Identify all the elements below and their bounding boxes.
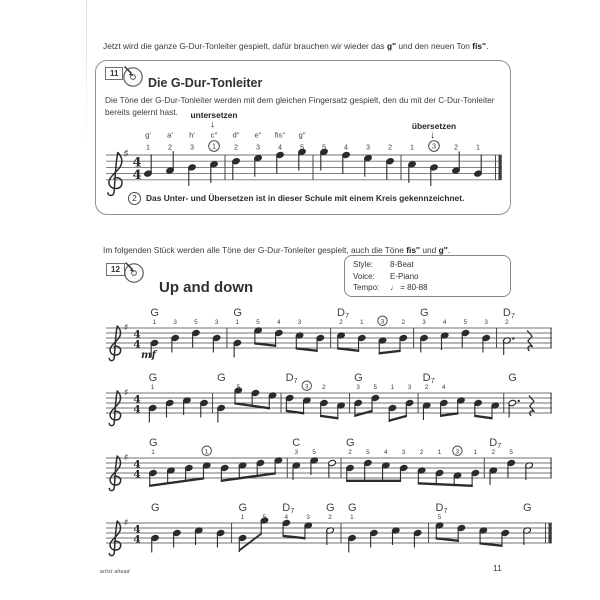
svg-text:1: 1 bbox=[390, 384, 395, 392]
svg-text:1: 1 bbox=[152, 319, 157, 327]
svg-text:4: 4 bbox=[277, 319, 281, 327]
svg-text:1: 1 bbox=[151, 449, 155, 457]
svg-text:5: 5 bbox=[312, 449, 316, 457]
svg-text:5: 5 bbox=[463, 319, 468, 327]
svg-text:5: 5 bbox=[437, 514, 442, 522]
svg-text:2: 2 bbox=[454, 142, 458, 152]
track-number-badge-12: 12 bbox=[106, 263, 125, 276]
tempo-value: ♩ = 80-88 bbox=[390, 283, 428, 292]
song-system-4 bbox=[100, 497, 558, 561]
svg-text:G: G bbox=[217, 372, 226, 384]
svg-text:G: G bbox=[233, 307, 242, 319]
svg-text:2: 2 bbox=[424, 384, 429, 392]
svg-text:2: 2 bbox=[491, 449, 495, 457]
svg-text:3: 3 bbox=[407, 384, 412, 392]
tempo-label: Tempo: bbox=[353, 283, 380, 292]
svg-text:♯: ♯ bbox=[123, 517, 129, 529]
song-system-2 bbox=[100, 367, 558, 431]
between-mid: und bbox=[420, 245, 439, 256]
svg-text:2: 2 bbox=[322, 384, 326, 392]
svg-text:4: 4 bbox=[133, 393, 141, 406]
svg-text:D7: D7 bbox=[435, 502, 448, 515]
svg-text:D7: D7 bbox=[285, 372, 298, 385]
svg-text:3: 3 bbox=[297, 319, 302, 327]
svg-text:2: 2 bbox=[339, 319, 343, 327]
svg-text:5: 5 bbox=[262, 514, 267, 522]
svg-text:4: 4 bbox=[278, 142, 282, 152]
svg-text:3: 3 bbox=[306, 514, 310, 522]
svg-text:5: 5 bbox=[509, 449, 513, 457]
between-text bbox=[103, 245, 509, 255]
footnote-text: Das Unter- und Übersetzen ist in dieser Schule mit einem Kreis gekennzeichnet. bbox=[146, 193, 465, 203]
svg-text:3: 3 bbox=[190, 142, 194, 152]
svg-text:G: G bbox=[150, 502, 160, 514]
svg-text:G: G bbox=[508, 372, 517, 384]
svg-text:3: 3 bbox=[380, 318, 385, 326]
intro-note-fis: fis'' bbox=[472, 41, 487, 52]
between-post: . bbox=[447, 245, 451, 256]
cd-track-icon bbox=[120, 64, 146, 88]
svg-text:3: 3 bbox=[294, 449, 298, 457]
between-note-fis: fis'' bbox=[406, 245, 420, 256]
svg-text:3: 3 bbox=[432, 141, 436, 151]
svg-text:1: 1 bbox=[350, 514, 354, 522]
svg-text:G: G bbox=[345, 437, 355, 449]
svg-text:4: 4 bbox=[133, 403, 141, 416]
over-arrow-icon: ↓ bbox=[430, 130, 435, 141]
svg-text:G: G bbox=[238, 502, 248, 514]
song-system-3 bbox=[100, 432, 558, 496]
track-number-badge: 11 bbox=[105, 67, 123, 80]
svg-text:e'': e'' bbox=[254, 130, 262, 140]
svg-text:D7: D7 bbox=[282, 502, 295, 515]
svg-text:5: 5 bbox=[322, 142, 326, 152]
song-system-1 bbox=[100, 302, 558, 366]
svg-text:a': a' bbox=[167, 130, 173, 140]
svg-text:2: 2 bbox=[419, 449, 424, 457]
style-row bbox=[353, 259, 510, 271]
publisher-logo: artist ahead bbox=[100, 569, 130, 575]
svg-text:3: 3 bbox=[366, 142, 370, 152]
svg-text:3: 3 bbox=[422, 319, 426, 327]
svg-text:1: 1 bbox=[359, 319, 364, 327]
svg-text:1: 1 bbox=[240, 514, 245, 522]
lesson-11-body: Die Töne der G-Dur-Tonleiter werden mit dem gleichen Fingersatz gespielt, den du mit der C-Dur-Tonleiter bereits gelernt hast. bbox=[105, 95, 495, 117]
svg-text:3: 3 bbox=[173, 319, 177, 327]
svg-text:5: 5 bbox=[300, 142, 304, 152]
intro-text bbox=[103, 41, 509, 52]
svg-text:G: G bbox=[326, 502, 335, 514]
voice-label: Voice: bbox=[353, 271, 375, 281]
svg-text:♯: ♯ bbox=[123, 452, 129, 464]
under-arrow-icon: ↓ bbox=[210, 119, 215, 130]
svg-text:1: 1 bbox=[150, 384, 155, 392]
svg-text:1: 1 bbox=[146, 142, 150, 152]
svg-text:1: 1 bbox=[212, 141, 216, 151]
svg-text:5: 5 bbox=[236, 384, 240, 392]
svg-text:4: 4 bbox=[284, 514, 289, 522]
svg-text:5: 5 bbox=[373, 384, 378, 392]
intro-post: . bbox=[486, 41, 489, 52]
svg-text:D7: D7 bbox=[422, 372, 435, 385]
svg-text:♯: ♯ bbox=[123, 387, 129, 399]
tempo-row bbox=[353, 282, 510, 294]
svg-text:g': g' bbox=[145, 130, 151, 140]
svg-text:D7: D7 bbox=[489, 437, 502, 450]
style-label: Style: bbox=[353, 260, 374, 269]
svg-text:fis'': fis'' bbox=[274, 130, 286, 140]
svg-text:g'': g'' bbox=[298, 130, 306, 140]
svg-text:C: C bbox=[292, 437, 301, 449]
voice-value: E-Piano bbox=[390, 271, 419, 281]
svg-text:G: G bbox=[523, 502, 532, 514]
svg-text:G: G bbox=[419, 307, 429, 319]
cd-track-icon-12 bbox=[121, 260, 147, 284]
svg-text:4: 4 bbox=[133, 533, 141, 546]
svg-text:G: G bbox=[347, 502, 357, 514]
style-value: 8-Beat bbox=[390, 260, 414, 269]
circled-number-icon: 2 bbox=[128, 192, 141, 205]
style-settings-box bbox=[344, 255, 511, 297]
svg-text:2: 2 bbox=[348, 449, 352, 457]
svg-text:d'': d'' bbox=[232, 130, 240, 140]
between-note-g: g'' bbox=[438, 245, 448, 256]
svg-text:D7: D7 bbox=[337, 307, 350, 320]
svg-text:G: G bbox=[148, 437, 158, 449]
svg-text:3: 3 bbox=[401, 449, 406, 457]
svg-text:3: 3 bbox=[256, 142, 260, 152]
svg-text:4: 4 bbox=[133, 523, 141, 536]
svg-text:4: 4 bbox=[442, 384, 446, 392]
svg-text:3: 3 bbox=[484, 319, 488, 327]
voice-row bbox=[353, 271, 510, 283]
svg-text:G: G bbox=[148, 372, 158, 384]
svg-text:4: 4 bbox=[133, 328, 141, 341]
svg-text:2: 2 bbox=[328, 514, 332, 522]
svg-text:2: 2 bbox=[168, 142, 172, 152]
svg-text:1: 1 bbox=[204, 448, 209, 456]
svg-text:1: 1 bbox=[476, 142, 480, 152]
svg-text:4: 4 bbox=[384, 449, 388, 457]
page-number: 11 bbox=[493, 563, 502, 573]
svg-text:4: 4 bbox=[133, 458, 141, 471]
page-edge bbox=[86, 0, 87, 150]
svg-text:2: 2 bbox=[505, 319, 509, 327]
svg-text:3: 3 bbox=[356, 384, 360, 392]
lesson-11-title: Die G-Dur-Tonleiter bbox=[148, 76, 263, 91]
svg-text:3: 3 bbox=[304, 383, 309, 391]
svg-text:G: G bbox=[354, 372, 363, 384]
svg-text:1: 1 bbox=[473, 449, 478, 457]
svg-text:1: 1 bbox=[437, 449, 442, 457]
between-pre: Im folgenden Stück werden alle Töne der G-Dur-Tonleiter gespielt, auch die Töne bbox=[103, 245, 407, 256]
scale-staff bbox=[98, 127, 510, 213]
svg-text:4: 4 bbox=[133, 338, 141, 351]
svg-text:5: 5 bbox=[194, 319, 198, 327]
svg-text:4: 4 bbox=[344, 142, 348, 152]
svg-text:4: 4 bbox=[132, 155, 142, 171]
svg-text:2: 2 bbox=[388, 142, 392, 152]
svg-text:4: 4 bbox=[133, 468, 141, 481]
intro-mid: und den neuen Ton bbox=[396, 41, 473, 52]
svg-text:1: 1 bbox=[410, 142, 414, 152]
svg-text:♯: ♯ bbox=[123, 322, 129, 334]
svg-text:4: 4 bbox=[442, 319, 447, 327]
svg-text:1: 1 bbox=[235, 319, 240, 327]
intro-note-g: g'' bbox=[386, 41, 397, 52]
svg-text:3: 3 bbox=[455, 448, 460, 456]
svg-text:2: 2 bbox=[401, 319, 405, 327]
under-crossing-label: untersetzen bbox=[190, 110, 238, 120]
svg-text:2: 2 bbox=[234, 142, 238, 152]
intro-pre: Jetzt wird die ganze G-Dur-Tonleiter gespielt, dafür brauchen wir wieder das bbox=[103, 41, 387, 52]
svg-text:G: G bbox=[150, 307, 159, 319]
svg-text:5: 5 bbox=[366, 449, 370, 457]
song-title: Up and down bbox=[159, 279, 254, 297]
svg-text:D7: D7 bbox=[502, 307, 516, 320]
svg-text:mf: mf bbox=[141, 350, 156, 361]
svg-text:3: 3 bbox=[214, 319, 219, 327]
over-crossing-label: übersetzen bbox=[411, 121, 457, 131]
svg-text:5: 5 bbox=[256, 319, 260, 327]
svg-text:h': h' bbox=[189, 130, 195, 140]
svg-text:4: 4 bbox=[132, 168, 142, 184]
svg-text:♯: ♯ bbox=[123, 146, 129, 161]
svg-text:c'': c'' bbox=[210, 130, 218, 140]
